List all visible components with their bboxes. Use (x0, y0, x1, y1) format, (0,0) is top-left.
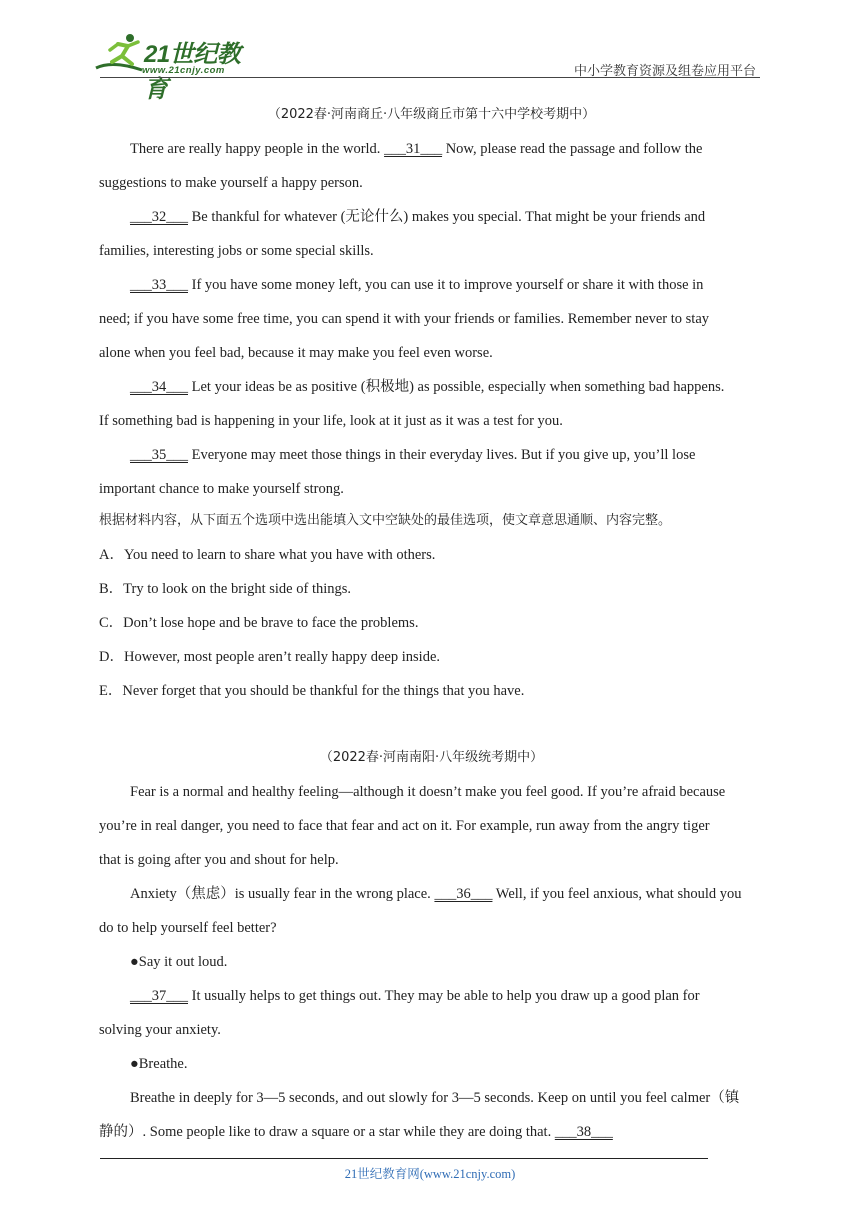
site-logo[interactable] (92, 30, 262, 103)
option-c: C．Don’t lose hope and be brave to face the problems. (99, 615, 419, 631)
option-e: E．Never forget that you should be thankful for the things that you have. (99, 683, 525, 699)
s1-paragraph-2-line-2: families, interesting jobs or some special skills. (99, 243, 374, 259)
footer-divider (100, 1158, 708, 1159)
blank-37: ___37___ (130, 988, 188, 1004)
s1-paragraph-1-line-1: There are really happy people in the world. ___31___ Now, please read the passage and follow the (130, 141, 703, 157)
s2-paragraph-1-line-2: you’re in real danger, you need to face that fear and act on it. For example, run away from the angry tiger (99, 818, 710, 834)
option-a: A．You need to learn to share what you have with others. (99, 547, 436, 563)
s2-paragraph-4-line-2: 静的）. Some people like to draw a square or a star while they are doing that. ___38___ (99, 1124, 613, 1140)
section1-source: （2022春·河南商丘·八年级商丘市第十六中学校考期中） (267, 107, 596, 122)
s2-paragraph-4-line-1: Breathe in deeply for 3—5 seconds, and out slowly for 3—5 seconds. Keep on until you feel calmer（镇 (130, 1090, 740, 1106)
s2-paragraph-2-line-2: do to help yourself feel better? (99, 920, 277, 936)
s1-paragraph-3-line-3: alone when you feel bad, because it may make you feel even worse. (99, 345, 493, 361)
logo-text: 21世纪教育 (144, 41, 241, 103)
option-b: B．Try to look on the bright side of things. (99, 581, 352, 597)
s1-paragraph-4-line-2: If something bad is happening in your life, look at it just as it was a test for you. (99, 413, 563, 429)
s2-paragraph-3-line-2: solving your anxiety. (99, 1022, 221, 1038)
s1-paragraph-1-line-2: suggestions to make yourself a happy person. (99, 175, 363, 191)
platform-title: 中小学教育资源及组卷应用平台 (573, 64, 756, 79)
footer-link[interactable]: 21世纪教育网(www.21cnjy.com) (344, 1167, 516, 1181)
s1-paragraph-2-line-1: ___32___ Be thankful for whatever (无论什么) makes you special. That might be your friends and (130, 209, 706, 225)
s1-paragraph-5-line-2: important chance to make yourself strong. (99, 481, 344, 497)
bullet-say-it-out-loud: ●Say it out loud. (130, 954, 228, 970)
blank-33: ___33___ (130, 277, 188, 293)
option-d: D．However, most people aren’t really happy deep inside. (99, 649, 441, 665)
blank-34: ___34___ (130, 379, 188, 395)
blank-38: ___38___ (554, 1124, 613, 1140)
s2-paragraph-2-line-1: Anxiety（焦虑）is usually fear in the wrong place. ___36___ Well, if you feel anxious, what should you (130, 886, 742, 902)
blank-32: ___32___ (130, 209, 188, 225)
s1-paragraph-3-line-1: ___33___ If you have some money left, you can use it to improve yourself or share it with those in (130, 277, 704, 293)
s2-paragraph-1-line-1: Fear is a normal and healthy feeling—although it doesn’t make you feel good. If you’re afraid because (130, 784, 726, 800)
s1-paragraph-4-line-1: ___34___ Let your ideas be as positive (积极地) as possible, especially when something bad happens. (130, 379, 725, 395)
s1-paragraph-5-line-1: ___35___ Everyone may meet those things in their everyday lives. But if you give up, you’ll lose (130, 447, 696, 463)
blank-35: ___35___ (130, 447, 188, 463)
blank-31: ___31___ (384, 141, 443, 157)
bullet-breathe: ●Breathe. (130, 1056, 188, 1072)
header-divider (100, 77, 760, 78)
blank-36: ___36___ (434, 886, 493, 902)
s1-paragraph-3-line-2: need; if you have some free time, you can spend it with your friends or families. Remember never to stay (99, 311, 710, 327)
s2-paragraph-1-line-3: that is going after you and shout for help. (99, 852, 339, 868)
logo-url: www.21cnjy.com (142, 65, 225, 76)
page-header (0, 0, 860, 103)
s2-paragraph-3-line-1: ___37___ It usually helps to get things out. They may be able to help you draw up a good plan for (130, 988, 700, 1004)
section2-source: （2022春·河南南阳·八年级统考期中） (319, 750, 544, 765)
instruction: 根据材料内容，从下面五个选项中选出能填入文中空缺处的最佳选项，使文章意思通顺、内容完整。 (99, 513, 672, 528)
